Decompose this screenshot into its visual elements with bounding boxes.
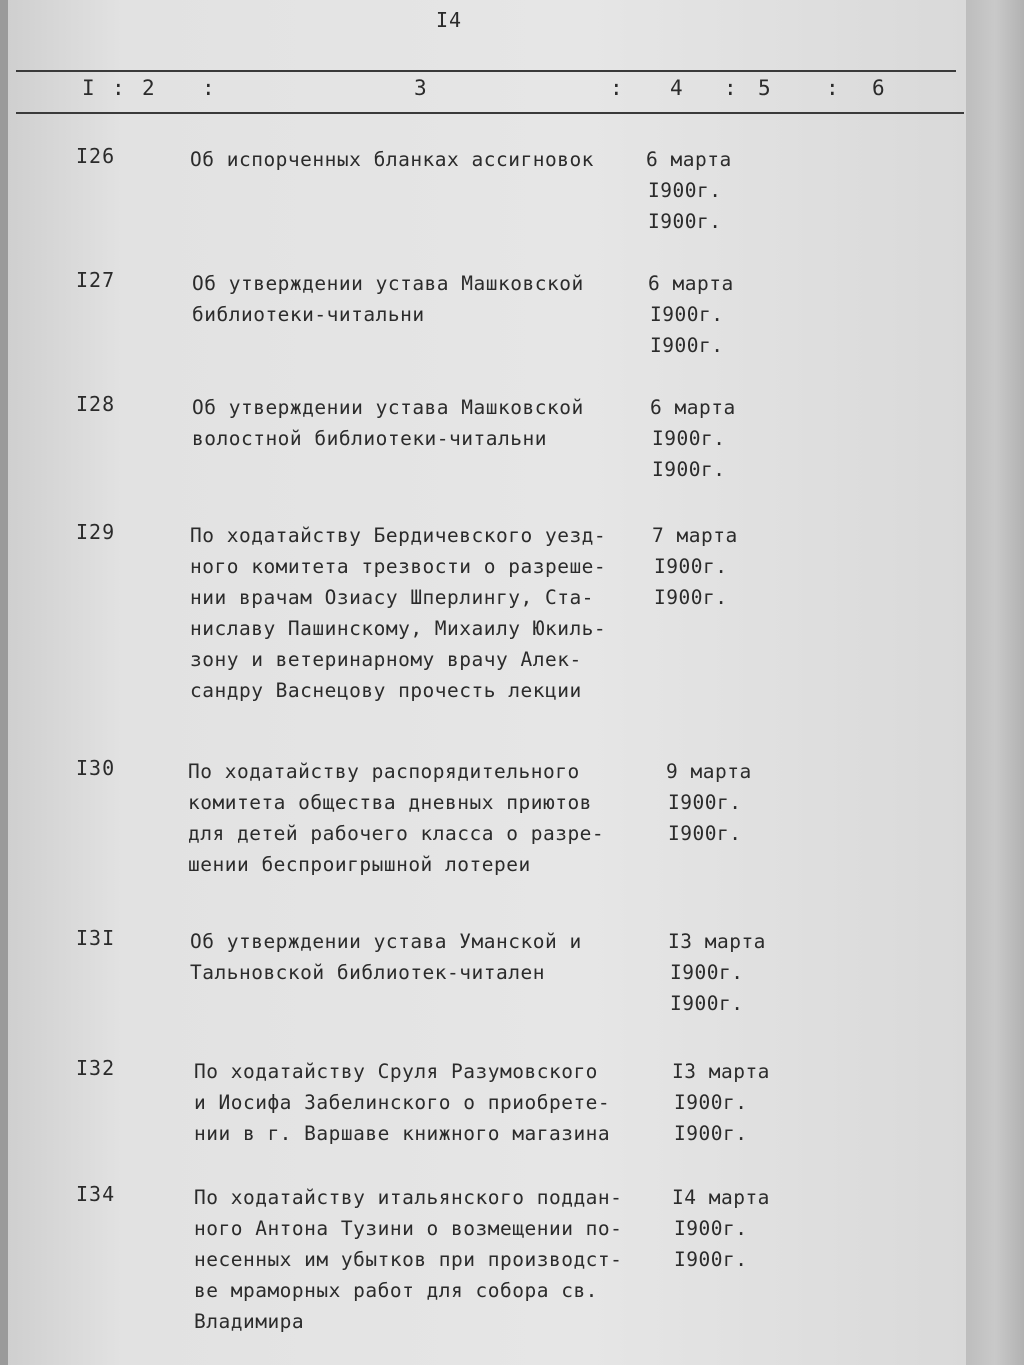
entry-date-year: I900г. <box>648 179 722 202</box>
entry-date <box>646 144 732 237</box>
entry-date-year: I900г. <box>652 458 726 481</box>
header-col-5: 5 <box>758 76 771 100</box>
header-separator: : <box>112 76 125 100</box>
entry-title-line: По ходатайству итальянского поддан- <box>194 1186 623 1209</box>
entry-date <box>666 756 752 849</box>
document-page <box>8 0 966 1365</box>
header-col-6: 6 <box>872 76 885 100</box>
entry-date-day: I3 марта <box>672 1060 770 1083</box>
entry-date-year: I900г. <box>654 555 728 578</box>
entry-title-line: и Иосифа Забелинского о приобрете- <box>194 1091 611 1114</box>
entry-title-line: комитета общества дневных приютов <box>188 791 592 814</box>
entry-date-year: I900г. <box>652 427 726 450</box>
header-col-4: 4 <box>670 76 683 100</box>
entry-date-day: 9 марта <box>666 760 752 783</box>
entry-title-line: волостной библиотеки-читальни <box>192 427 547 450</box>
entry-number: I30 <box>76 756 116 780</box>
entry-title-line: Тальновской библиотек-читален <box>190 961 545 984</box>
entry-title-line: По ходатайству Сруля Разумовского <box>194 1060 598 1083</box>
header-separator: : <box>826 76 839 100</box>
entry-number: I32 <box>76 1056 116 1080</box>
entry-title-line: зону и ветеринарному врачу Алек- <box>190 648 582 671</box>
header-rule-top <box>16 70 956 72</box>
entry-title-line: несенных им убытков при производст- <box>194 1248 623 1271</box>
entry-title-line: ного комитета трезвости о разреше- <box>190 555 607 578</box>
entry-date-day: 6 марта <box>650 396 736 419</box>
entry-title-line: ного Антона Тузини о возмещении по- <box>194 1217 623 1240</box>
previous-page-edge <box>0 0 8 1365</box>
header-col-2: 2 <box>142 76 155 100</box>
header-separator: : <box>724 76 737 100</box>
entry-title-line: нии врачам Озиасу Шперлингу, Ста- <box>190 586 594 609</box>
entry-date-year: I900г. <box>668 791 742 814</box>
entry-title-line: Об испорченных бланках ассигновок <box>190 148 594 171</box>
entry-title-line: Об утверждении устава Машковской <box>192 396 584 419</box>
header-separator: : <box>202 76 215 100</box>
entry-date-day: 6 марта <box>648 272 734 295</box>
entry-title-line: ниславу Пашинскому, Михаилу Юкиль- <box>190 617 607 640</box>
entry-title <box>194 1182 664 1337</box>
entry-title-line: шении беспроигрышной лотереи <box>188 853 531 876</box>
entry-date <box>672 1182 770 1275</box>
entry-date-year: I900г. <box>674 1091 748 1114</box>
entry-number: I29 <box>76 520 116 544</box>
entry-number: I26 <box>76 144 116 168</box>
entry-title-line: Об утверждении устава Уманской и <box>190 930 582 953</box>
entry-number: I27 <box>76 268 116 292</box>
entry-title <box>190 144 660 175</box>
entry-title-line: ве мраморных работ для собора св. <box>194 1279 598 1302</box>
entry-date-year: I900г. <box>670 961 744 984</box>
entry-date <box>650 392 736 485</box>
page-number: I4 <box>436 8 463 32</box>
entry-date-day: I4 марта <box>672 1186 770 1209</box>
entry-title-line: По ходатайству распорядительного <box>188 760 580 783</box>
header-col-3: 3 <box>414 76 427 100</box>
entry-date-year: I900г. <box>670 992 744 1015</box>
entry-title-line: нии в г. Варшаве книжного магазина <box>194 1122 611 1145</box>
entry-title <box>192 268 662 330</box>
entry-number: I34 <box>76 1182 116 1206</box>
entry-title-line: библиотеки-читальни <box>192 303 425 326</box>
entry-title-line: сандру Васнецову прочесть лекции <box>190 679 582 702</box>
entry-date <box>648 268 734 361</box>
entry-title-line: для детей рабочего класса о разре- <box>188 822 605 845</box>
entry-date-year: I900г. <box>674 1248 748 1271</box>
entry-date-year: I900г. <box>654 586 728 609</box>
entry-date <box>652 520 738 613</box>
entry-number: I3I <box>76 926 116 950</box>
header-rule-bottom <box>16 112 964 114</box>
header-col-1: I <box>82 76 95 100</box>
entry-title-line: Об утверждении устава Машковской <box>192 272 584 295</box>
binding-edge <box>966 0 1024 1365</box>
entry-date-year: I900г. <box>650 303 724 326</box>
entry-date-year: I900г. <box>674 1122 748 1145</box>
entry-title <box>192 392 662 454</box>
entry-date-year: I900г. <box>674 1217 748 1240</box>
header-separator: : <box>610 76 623 100</box>
entry-date <box>672 1056 770 1149</box>
entry-date-day: I3 марта <box>668 930 766 953</box>
entry-title <box>188 756 658 880</box>
entry-title <box>190 520 660 706</box>
entry-date-year: I900г. <box>650 334 724 357</box>
entry-title-line: Владимира <box>194 1310 305 1333</box>
entry-date-year: I900г. <box>648 210 722 233</box>
entry-date <box>668 926 766 1019</box>
entry-date-day: 7 марта <box>652 524 738 547</box>
entry-title <box>194 1056 664 1149</box>
entry-date-year: I900г. <box>668 822 742 845</box>
entry-title-line: По ходатайству Бердичевского уезд- <box>190 524 607 547</box>
entry-date-day: 6 марта <box>646 148 732 171</box>
entry-title <box>190 926 660 988</box>
entry-number: I28 <box>76 392 116 416</box>
